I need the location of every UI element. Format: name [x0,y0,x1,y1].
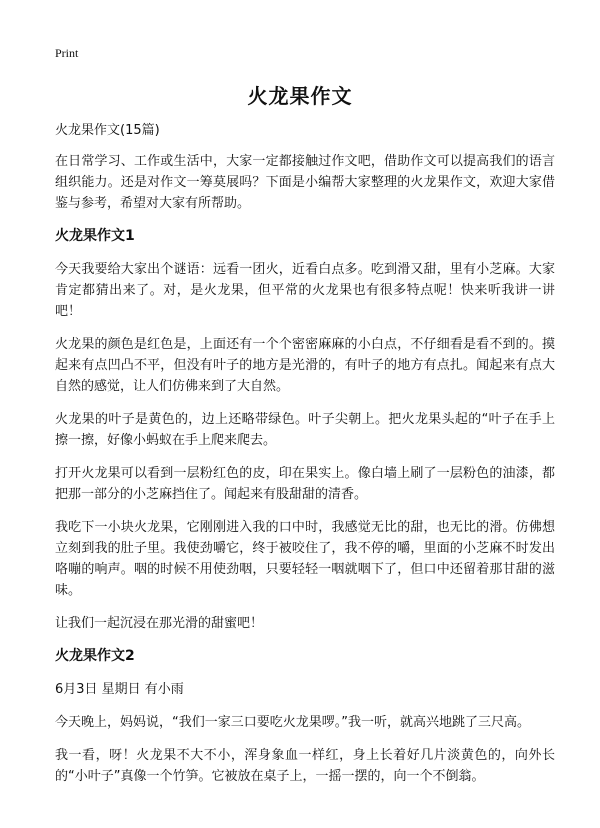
essay-1-paragraph-4: 打开火龙果可以看到一层粉红色的皮，印在果实上。像白墙上刷了一层粉色的油漆，都把那一部分的小芝麻挡住了。闻起来有股甜甜的清香。 [55,466,555,502]
essay-2-date-line: 6月3日 星期日 有小雨 [55,682,184,697]
essay-1-heading: 火龙果作文1 [55,228,135,244]
article-body [55,120,555,799]
intro-paragraph: 在日常学习、工作或生活中，大家一定都接触过作文吧，借助作文可以提高我们的语言组织能力。还是对作文一筹莫展吗？下面是小编帮大家整理的火龙果作文，欢迎大家借鉴与参考，希望对大家有所帮助。 [55,154,555,211]
essay-2-paragraph-1: 今天晚上，妈妈说，“我们一家三口要吃火龙果啰。”我一听，就高兴地跳了三尺高。 [55,715,530,730]
essay-1-paragraph-6: 让我们一起沉浸在那光滑的甜蜜吧！ [55,616,264,631]
print-link[interactable]: Print [55,46,79,60]
page-title: 火龙果作文 [247,84,353,108]
essay-2-paragraph-2: 我一看，呀！火龙果不大不小，浑身象血一样红，身上长着好几片淡黄色的，向外长的“小叶子”真像一个竹笋。它被放在桌子上，一摇一摆的，向一个不倒翁。 [55,748,555,784]
essay-1-paragraph-1: 今天我要给大家出个谜语：远看一团火，近看白点多。吃到滑又甜，里有小芝麻。大家肯定都猜出来了。对，是火龙果，但平常的火龙果也有很多特点呢！快来听我讲一讲吧！ [55,262,555,319]
essay-1-paragraph-5: 我吃下一小块火龙果，它刚刚进入我的口中时，我感觉无比的甜，也无比的滑。仿佛想立刻到我的肚子里。我使劲嚼它，终于被咬住了，我不停的嚼，里面的小芝麻不时发出咯嘣的响声。咽的时候不用使劲咽，只要轻轻一咽就咽下了，但口中还留着那甘甜的滋味。 [55,520,555,598]
essay-1-paragraph-2: 火龙果的颜色是红色是，上面还有一个个密密麻麻的小白点，不仔细看是看不到的。摸起来有点凹凸不平，但没有叶子的地方是光滑的，有叶子的地方有点扎。闻起来有点大自然的感觉，让人们仿佛来到了大自然。 [55,337,555,394]
essay-1-paragraph-3: 火龙果的叶子是黄色的，边上还略带绿色。叶子尖朝上。把火龙果头起的“叶子在手上擦一擦，好像小蚂蚁在手上爬来爬去。 [55,412,555,448]
essay-2-heading: 火龙果作文2 [55,648,135,664]
article-subtitle: 火龙果作文(15篇) [55,123,160,138]
